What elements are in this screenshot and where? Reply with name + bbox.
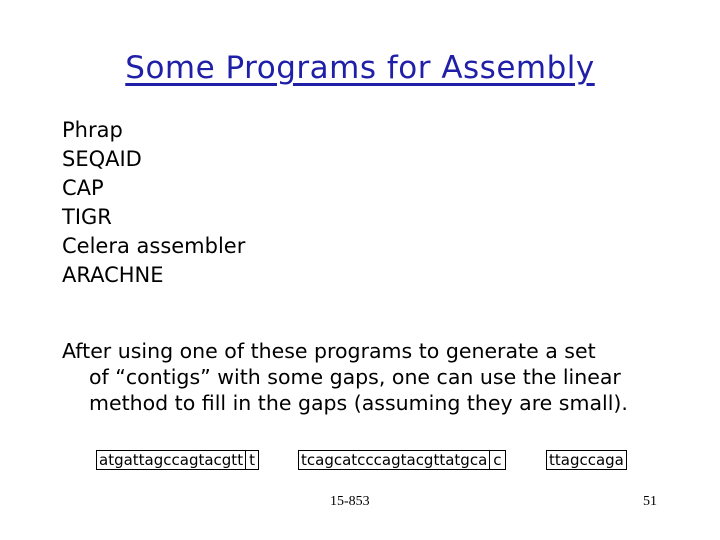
footer-course: 15-853 [330,494,370,509]
paragraph-line: method to fill in the gaps (assuming they are small). [89,391,628,415]
contig-box [546,450,627,470]
contig-sequence: ttagccaga [549,451,624,469]
program-list [62,116,245,290]
contig-box [96,450,259,470]
paragraph-line: of “contigs” with some gaps, one can use the linear [89,365,621,389]
contig-end-base: t [245,451,258,469]
list-item: Celera assembler [62,234,246,258]
list-item: ARACHNE [62,263,164,287]
list-item: SEQAID [62,147,142,171]
contig-sequence: atgattagccagtacgtt [99,451,244,469]
contig-box [298,450,506,470]
explanation-paragraph [62,338,702,416]
list-item: TIGR [62,205,112,229]
slide-title: Some Programs for Assembly [125,50,595,86]
list-item: Phrap [62,118,123,142]
paragraph-line: After using one of these programs to generate a set [62,339,596,363]
list-item: CAP [62,176,104,200]
page-number: 51 [643,494,657,509]
contig-sequence: tcagcatcccagtacgttatgca [301,451,488,469]
contig-end-base: c [489,451,504,469]
